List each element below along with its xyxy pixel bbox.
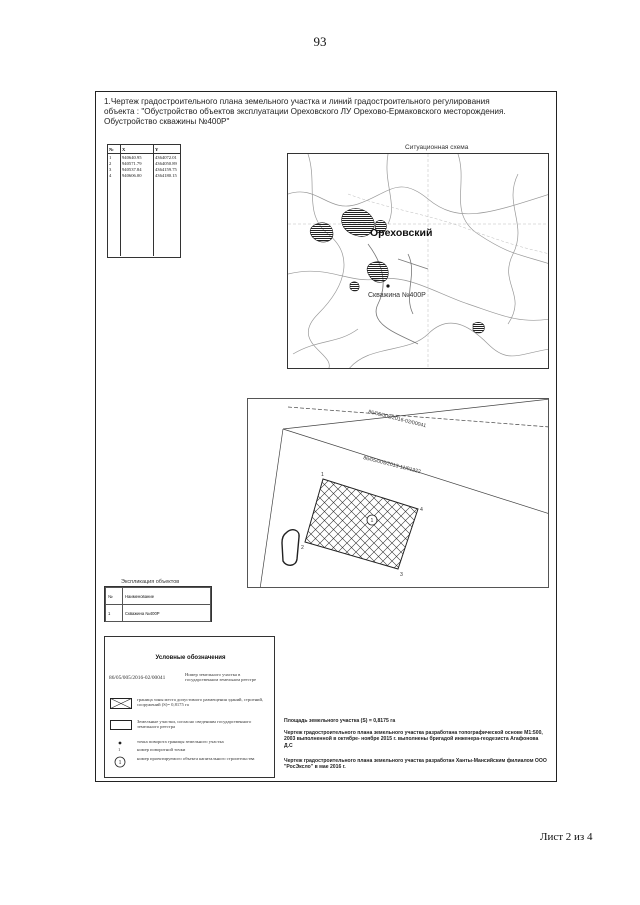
coords-cell: 4 [108, 172, 121, 178]
legend-rect-symbol [110, 720, 132, 730]
parcel-number-mid: 86/05/005/2013-11/01322 [362, 455, 422, 476]
title-line: 1.Чертеж градостроительного плана земельного участка и линий градостроительного регулирования [104, 97, 490, 106]
coords-cell: 1 [108, 154, 121, 161]
parcel-boundary [260, 429, 283, 588]
explication-table [104, 586, 212, 622]
legend-hatch-symbol [110, 698, 132, 709]
point-label: 4 [420, 507, 423, 513]
point-label: 2 [301, 545, 304, 551]
coords-cell: 940640.95 [121, 154, 154, 161]
sheet-number: Лист 2 из 4 [540, 831, 593, 843]
title-line: объекта : "Обустройство объектов эксплуатации Ореховского ЛУ Орехово-Ермаковского месторождения. [104, 107, 506, 116]
pond-contour [282, 530, 299, 565]
explication-title: Экспликация объектов [121, 579, 180, 585]
coords-cell: 940537.84 [121, 166, 154, 172]
page-number: 93 [313, 34, 327, 49]
coords-header-x: X [121, 145, 154, 154]
title-line: Обустройство скважины №400Р" [104, 117, 230, 126]
well-label: Скважина №400Р [368, 292, 426, 299]
parcel-number-top: 86/05/005/2016-02/00041 [367, 409, 427, 430]
legend-text: номер поворотной точки [137, 747, 186, 752]
coords-cell: 940571.79 [121, 160, 154, 166]
coordinates-table [107, 144, 181, 258]
coords-header-y: Y [154, 145, 181, 154]
coords-cell: 4364072.01 [155, 154, 177, 160]
explication-cell: Скважина №400Р [123, 605, 211, 622]
coords-cell: 2 [108, 160, 121, 166]
coords-cell: 4364180.15 [155, 172, 177, 178]
legend-text: номер проектируемого объекта капитального строительства [137, 756, 255, 761]
coords-header-no: № [108, 145, 121, 154]
buildable-zone [305, 479, 418, 569]
point-label: 1 [321, 472, 324, 478]
explication-header-no: № [106, 588, 123, 605]
situation-map [287, 153, 549, 369]
coords-cell: 940606.00 [121, 172, 154, 178]
explication-row [106, 605, 211, 622]
legend-text: граница зоны места допустимого размещения зданий, строений, сооружений (S)= 0,8175 га [137, 697, 264, 708]
legend-dot-symbol [117, 740, 123, 746]
legend-box [104, 636, 275, 778]
explication-header-name: Наименование [123, 588, 211, 605]
drawing-title [104, 97, 544, 127]
situation-map-title: Ситуационная схема [405, 144, 469, 151]
well-marker [386, 284, 389, 287]
area-note: Площадь земельного участка (S) = 0,8175 га [284, 718, 396, 724]
situation-map-drawing [288, 154, 549, 369]
legend-symbol-parcel-number: 86/05/005/2016-02/00041 [109, 675, 166, 681]
land-plot-svg [248, 399, 549, 588]
legend-text: Номер земельного участка в государственном земельном реестре [185, 672, 257, 683]
drawing-note: Чертеж градостроительного плана земельного участка разработана топографической основе М1:500, 2003 выполненной в октябре- ноябре 2015 г. выполнены бригадой инженера-геодезиста Агафонова Д.С [284, 730, 543, 749]
point-label: 3 [400, 572, 403, 578]
developer-note: Чертеж градостроительного плана земельного участка разработан Ханты-Мансийским филиалом ООО "РосЭксло" в мае 2016 г. [284, 758, 547, 771]
legend-title: Условные обозначения [155, 655, 226, 661]
legend-point-number-symbol: 1 [118, 747, 121, 752]
legend-circle-number: 1 [118, 760, 122, 767]
explication-cell: 1 [106, 605, 123, 622]
land-plot-drawing [247, 398, 549, 588]
coords-cell: 3 [108, 166, 121, 172]
village-label: Ореховский [370, 227, 433, 239]
coords-cell: 4364159.75 [155, 166, 177, 172]
object-number: 1 [370, 518, 374, 524]
coords-cell: 4364050.89 [155, 160, 177, 166]
legend-text: Земельные участки, согласно сведениям государственного земельного реестра [137, 719, 252, 730]
legend-circle-symbol [114, 756, 126, 768]
legend-text: точка поворота границы земельного участка [137, 739, 224, 744]
